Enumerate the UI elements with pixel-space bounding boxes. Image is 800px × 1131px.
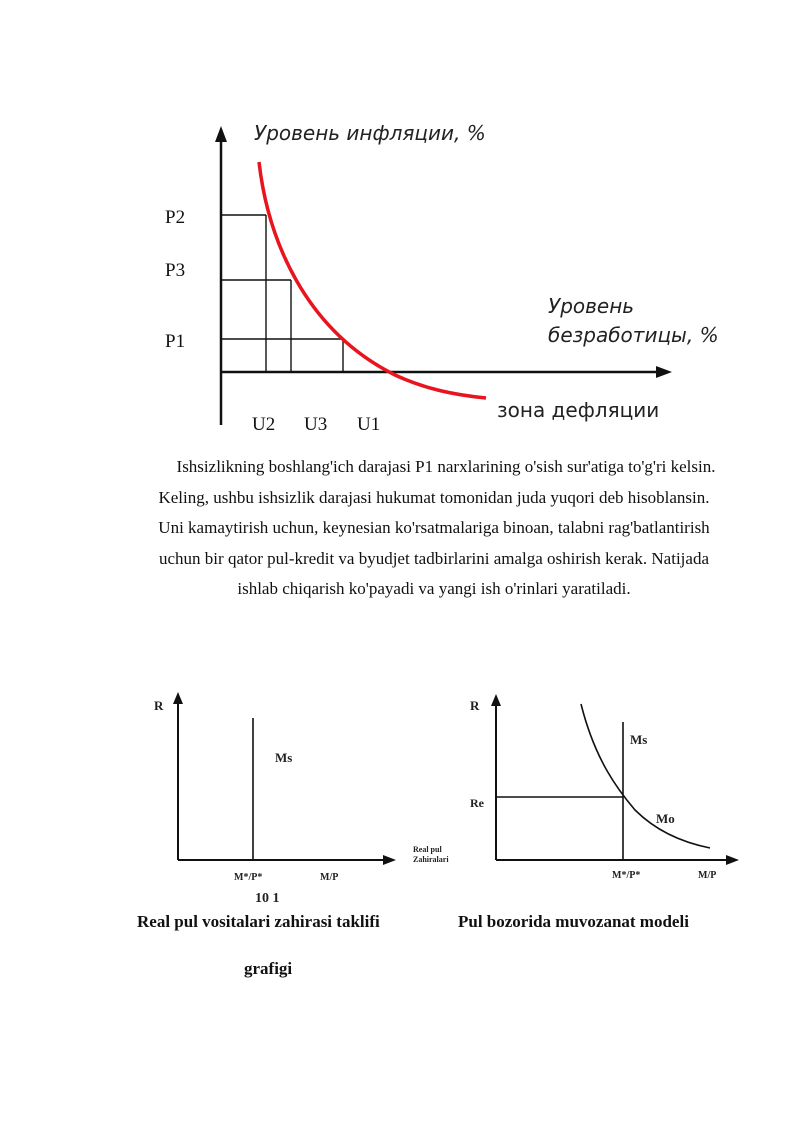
p2-label: P2 bbox=[165, 207, 186, 228]
y-axis-label: Уровень инфляции, % bbox=[254, 121, 486, 145]
money-supply-chart bbox=[140, 690, 480, 910]
ms-side-label-2: Zahiralari bbox=[413, 855, 449, 864]
phillips-curve-chart bbox=[0, 0, 800, 450]
paragraph-line-4: uchun bir qator pul-kredit va byudjet tadbirlarini amalga oshirish kerak. Natijada bbox=[159, 548, 709, 568]
paragraph-line-3: Uni kamaytirish uchun, keynesian ko'rsatmalariga binoan, talabni rag'batlantirish bbox=[158, 518, 710, 537]
ms-curve-label: Ms bbox=[275, 750, 293, 765]
eq-y-label: R bbox=[470, 698, 480, 713]
caption-left-line2: grafigi bbox=[244, 959, 293, 978]
eq-y-axis-arrow bbox=[491, 694, 501, 706]
ms-y-label: R bbox=[154, 698, 164, 713]
paragraph-line-2: Keling, ushbu ishsizlik darajasi hukumat tomonidan juda yuqori deb hisoblansin. bbox=[158, 487, 710, 507]
p1-label: P1 bbox=[165, 331, 186, 352]
phillips-curve bbox=[259, 162, 486, 398]
caption-left-line1: Real pul vositalari zahirasi taklifi bbox=[137, 912, 380, 931]
x-axis-label-line1: Уровень bbox=[548, 294, 635, 318]
u2-label: U2 bbox=[252, 414, 276, 435]
eq-x-axis-label: M/P bbox=[698, 870, 717, 881]
u3-label: U3 bbox=[304, 414, 328, 435]
body-paragraph bbox=[118, 452, 750, 605]
eq-supply-label: Ms bbox=[630, 732, 648, 747]
ms-x-axis-arrow bbox=[383, 855, 396, 865]
caption-right: Pul bozorida muvozanat modeli bbox=[458, 912, 689, 931]
paragraph-line-1: Ishsizlikning boshlang'ich darajasi P1 narxlarining o'sish sur'atiga to'g'ri kelsin. bbox=[176, 457, 716, 476]
eq-x-tick-label: M*/P* bbox=[612, 870, 641, 881]
x-axis-arrow bbox=[656, 366, 672, 378]
eq-demand-curve bbox=[581, 704, 710, 848]
y-axis-arrow bbox=[215, 126, 227, 142]
ms-x-axis-label: M/P bbox=[320, 872, 339, 883]
p3-label: P3 bbox=[165, 260, 186, 281]
eq-x-axis-arrow bbox=[726, 855, 739, 865]
ms-y-axis-arrow bbox=[173, 692, 183, 704]
eq-demand-label: Mo bbox=[656, 811, 675, 826]
ms-cut-text: 10 1 bbox=[255, 891, 280, 906]
phillips-grid bbox=[221, 215, 343, 372]
equilibrium-chart bbox=[460, 690, 780, 910]
u1-label: U1 bbox=[357, 414, 381, 435]
deflation-zone-label: зона дефляции bbox=[497, 398, 660, 422]
ms-x-tick-label: M*/P* bbox=[234, 872, 263, 883]
x-axis-label-line2: безработицы, % bbox=[548, 323, 719, 347]
ms-side-label-1: Real pul bbox=[413, 845, 442, 854]
eq-re-label: Re bbox=[470, 796, 484, 810]
paragraph-line-5: ishlab chiqarish ko'payadi va yangi ish o'rinlari yaratiladi. bbox=[237, 579, 631, 598]
